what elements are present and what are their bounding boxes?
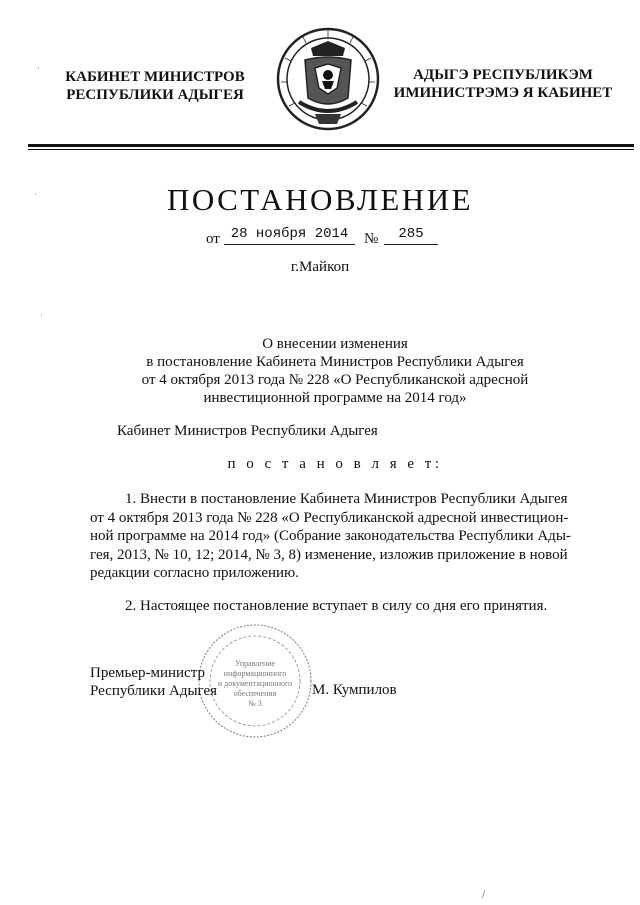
date-number-line (0, 226, 640, 248)
header-right (378, 66, 628, 102)
document-date: 28 ноября 2014 (224, 226, 355, 245)
paragraph-2: 2. Настоящее постановление вступает в силу со дня его принятия. (125, 598, 548, 614)
preamble: Кабинет Министров Республики Адыгея (117, 423, 378, 439)
subject-line-4: инвестиционной программе на 2014 год» (203, 390, 467, 406)
header-left (40, 68, 270, 104)
paragraph-1-line: 1. Внести в постановление Кабинета Министров Республики Адыгея (125, 491, 568, 507)
stamp-line-4: обеспечения (233, 689, 277, 698)
paragraph-1-line: от 4 октября 2013 года № 228 «О Республиканской адресной инвестицион- (90, 509, 569, 526)
header-right-line-2: ИМИНИСТРЭМЭ Я КАБИНЕТ (393, 85, 613, 101)
header-left-line-1: КАБИНЕТ МИНИСТРОВ (65, 69, 245, 85)
stamp-line-3: и документационного (217, 679, 293, 688)
scan-speck: · (34, 190, 37, 200)
document-city: г.Майкоп (290, 259, 350, 275)
header-left-line-2: РЕСПУБЛИКИ АДЫГЕЯ (66, 87, 244, 103)
document-type-title: ПОСТАНОВЛЕНИЕ (166, 182, 474, 217)
document-number: 285 (384, 226, 438, 245)
subject-line-2: в постановление Кабинета Министров Республики Адыгея (146, 354, 524, 370)
header-right-line-1: АДЫГЭ РЕСПУБЛИКЭМ (413, 67, 593, 83)
paragraph-1-line: редакции согласно приложению. (90, 565, 299, 581)
stamp-line-2: информационного (223, 669, 287, 678)
decrees-word: п о с т а н о в л я е т: (227, 456, 443, 472)
header-divider-thin (28, 149, 634, 150)
paragraph-1-line: гея, 2013, № 10, 12; 2014, № 3, 8) изменение, изложив приложение в новой (90, 546, 568, 563)
scan-speck: · (37, 64, 40, 74)
coat-of-arms-icon (275, 24, 381, 134)
paragraph-1-line: ной программе на 2014 год» (Собрание законодательства Республики Ады- (90, 528, 571, 544)
date-prefix: от (206, 231, 220, 247)
signatory-position-line-1: Премьер-министр (90, 665, 205, 681)
document-subject (0, 335, 640, 407)
signatory-position-line-2: Республики Адыгея (90, 683, 218, 699)
stamp-line-5: № 3 (248, 699, 262, 708)
signatory-position (90, 664, 217, 700)
subject-line-3: от 4 октября 2013 года № 228 «О Республиканской адресной (141, 372, 529, 388)
header-divider-thick (28, 144, 634, 147)
paragraph-1 (90, 490, 590, 583)
scan-speck: / (482, 890, 486, 900)
number-prefix: № (364, 231, 379, 247)
scan-speck: · (40, 311, 43, 321)
stamp-line-1: Управление (234, 659, 276, 668)
signatory-name: М. Кумпилов (312, 682, 397, 698)
subject-line-1: О внесении изменения (262, 336, 408, 352)
